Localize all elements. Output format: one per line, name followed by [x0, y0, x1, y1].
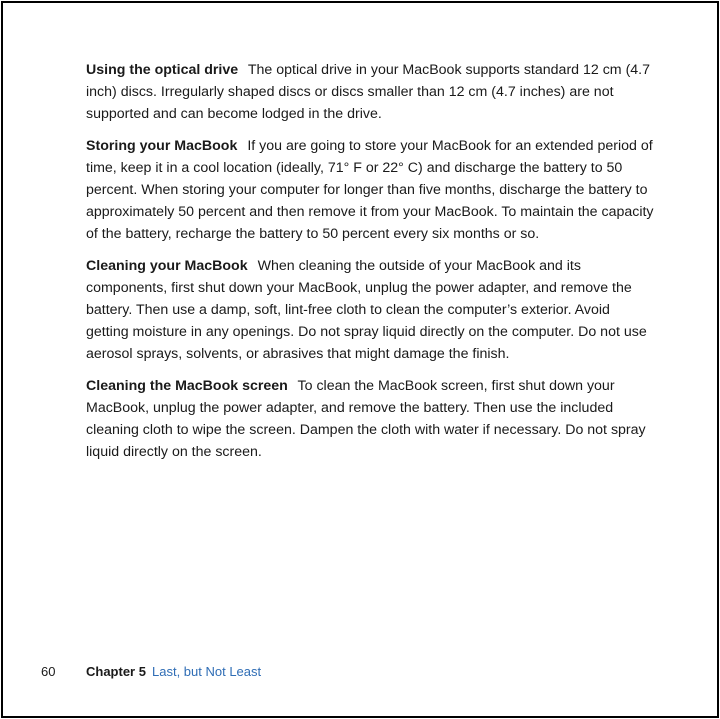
paragraph-text: The optical drive in your MacBook supports standard 12 cm (4.7 inch) discs. Irregularly shaped discs or discs smaller than 12 cm (4.7 inches) are not supported and can become lodged in the drive. [86, 62, 651, 122]
document-page [1, 1, 719, 718]
paragraph-heading: Using the optical drive [86, 62, 239, 78]
paragraph-cleaning-screen [86, 375, 656, 463]
chapter-label: Chapter 5 [86, 664, 146, 679]
paragraph-cleaning [86, 255, 656, 365]
paragraph-storing [86, 135, 656, 245]
page-number: 60 [41, 664, 56, 679]
paragraph-text: To clean the MacBook screen, first shut down your MacBook, unplug the power adapter, and remove the battery. Then use the included cleaning cloth to wipe the screen. Dampen the cloth with water if necessary. Do not spray liquid directly on the screen. [86, 378, 646, 460]
page-content [86, 59, 656, 473]
paragraph-text: If you are going to store your MacBook for an extended period of time, keep it in a cool location (ideally, 71° F or 22° C) and discharge the battery to 50 percent. When storing your computer for longer than five months, discharge the battery to approximately 50 percent and then remove it from your MacBook. To maintain the capacity of the battery, recharge the battery to 50 percent every six months or so. [86, 138, 654, 242]
chapter-title-link[interactable]: Last, but Not Least [152, 664, 262, 679]
paragraph-text: When cleaning the outside of your MacBook and its components, first shut down your MacBook, unplug the power adapter, and remove the battery. Then use a damp, soft, lint-free cloth to clean the computer’s exterior. Avoid getting moisture in any openings. Do not spray liquid directly on the computer. Do not use aerosol sprays, solvents, or abrasives that might damage the finish. [86, 258, 647, 362]
paragraph-heading: Cleaning the MacBook screen [86, 378, 288, 394]
paragraph-optical-drive [86, 59, 656, 125]
paragraph-heading: Storing your MacBook [86, 138, 238, 154]
paragraph-heading: Cleaning your MacBook [86, 258, 248, 274]
